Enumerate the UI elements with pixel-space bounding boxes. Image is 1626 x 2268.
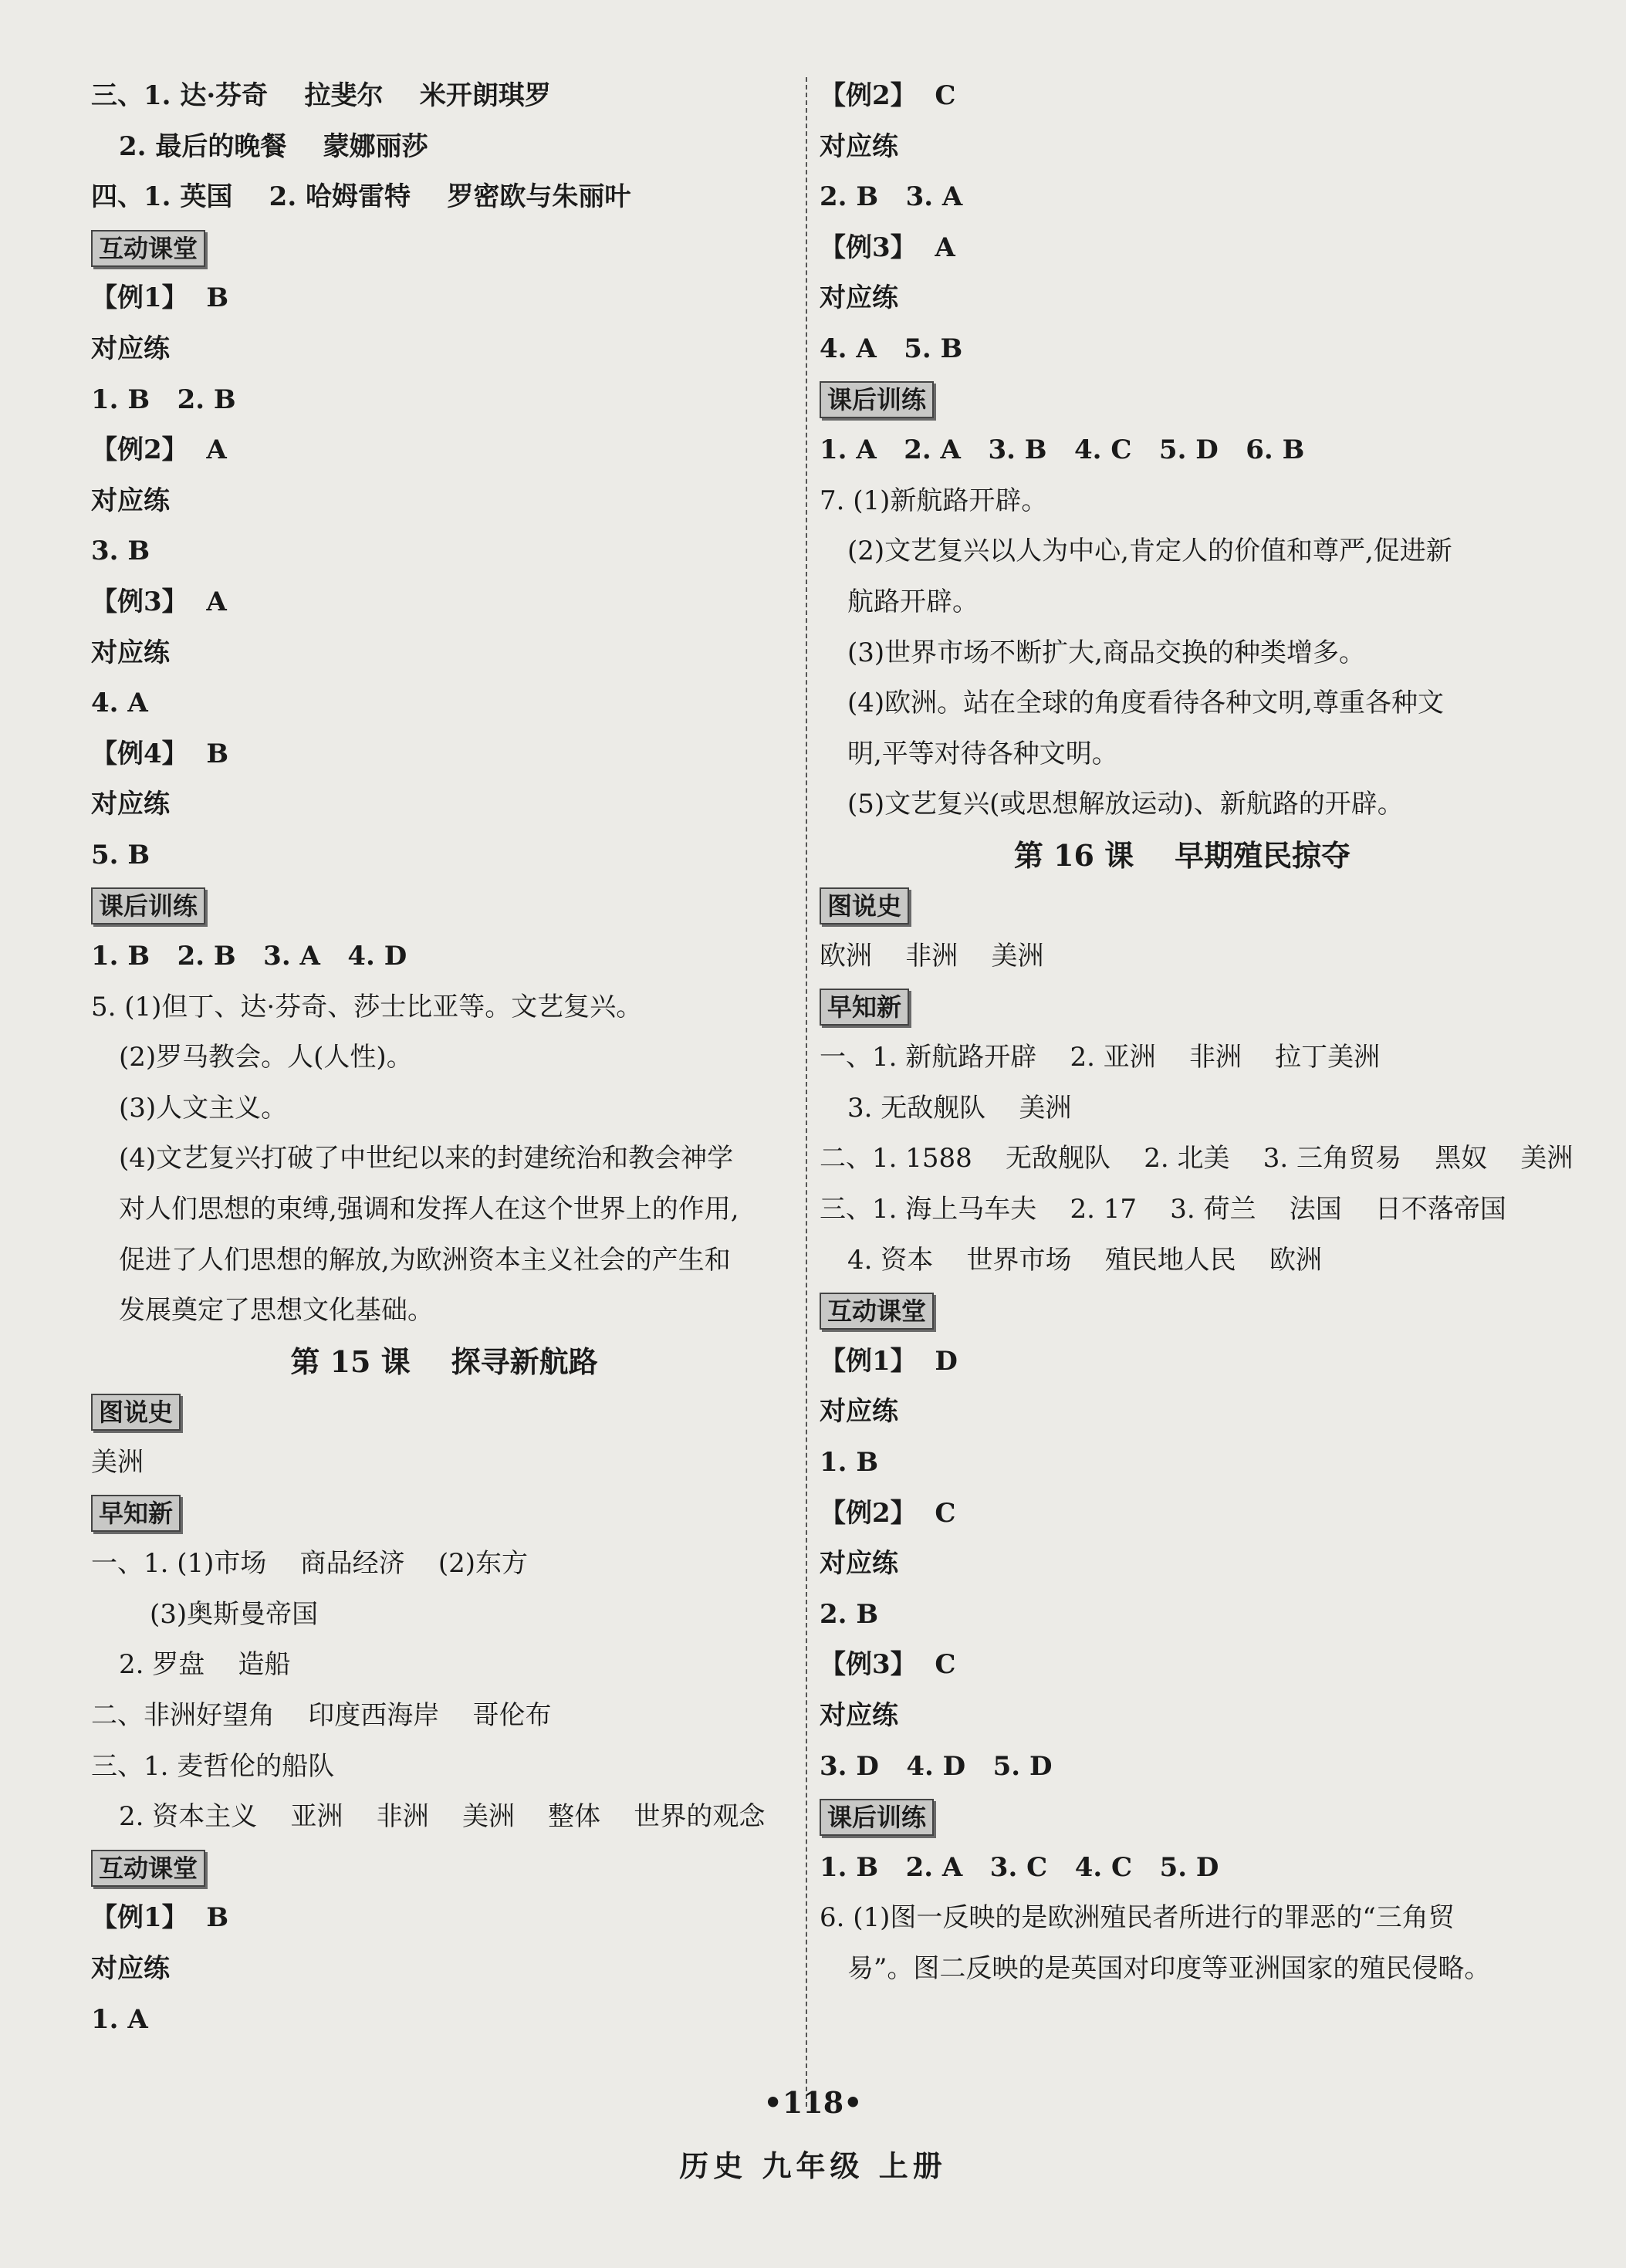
answer-line: 3. D 4. D 5. D: [820, 1750, 1053, 1782]
lesson-title: 第 15 课 探寻新航路: [290, 1344, 598, 1379]
section-tag-row: [91, 223, 797, 274]
answer-line: (3)人文主义。: [119, 1092, 288, 1124]
answer-line: 四、1. 英国 2. 哈姆雷特 罗密欧与朱丽叶: [91, 181, 631, 213]
answer-line: 对人们思想的束缚,强调和发挥人在这个世界上的作用,: [119, 1194, 739, 1225]
answer-line: 三、1. 麦哲伦的船队: [91, 1750, 335, 1782]
answer-line: 2. B 3. A: [820, 181, 963, 213]
answer-line: 促进了人们思想的解放,为欧洲资本主义社会的产生和: [119, 1244, 731, 1276]
answer-line: 对应练: [91, 789, 170, 820]
section-tag: 互动课堂: [820, 1293, 934, 1330]
answer-line: 2. B: [820, 1598, 879, 1630]
answer-line: 对应练: [820, 1548, 898, 1580]
section-tag-row: [820, 1286, 1545, 1337]
answer-line: 欧洲 非洲 美洲: [820, 941, 1044, 972]
answer-line: 4. A 5. B: [820, 333, 963, 364]
section-tag: 图说史: [91, 1394, 181, 1431]
answer-line: 4. 资本 世界市场 殖民地人民 欧洲: [847, 1244, 1322, 1276]
section-tag: 课后训练: [820, 381, 934, 418]
answer-line: 对应练: [820, 1700, 898, 1731]
answer-line: 一、1. (1)市场 商品经济 (2)东方: [91, 1548, 529, 1580]
right-column: [820, 71, 1574, 1995]
answer-line: 对应练: [91, 485, 170, 516]
answer-line: 1. B 2. B: [91, 384, 236, 415]
answer-line: 易”。图二反映的是英国对印度等亚洲国家的殖民侵略。: [847, 1952, 1491, 1984]
section-tag-row: [820, 982, 1545, 1033]
answer-line: 【例3】 C: [820, 1649, 956, 1681]
answer-line: 4. A: [91, 688, 148, 719]
answer-line: 三、1. 海上马车夫 2. 17 3. 荷兰 法国 日不落帝国: [820, 1194, 1506, 1225]
answer-line: 【例4】 B: [91, 738, 229, 769]
answer-line: 三、1. 达·芬奇 拉斐尔 米开朗琪罗: [91, 80, 551, 111]
answer-line: 【例2】 A: [91, 434, 227, 466]
section-tag-row: [91, 1489, 797, 1540]
answer-line: 【例3】 A: [820, 232, 955, 263]
answer-line: 7. (1)新航路开辟。: [820, 485, 1048, 516]
section-tag: 互动课堂: [91, 1850, 205, 1887]
column-divider: [806, 77, 807, 2107]
answer-line: 对应练: [820, 1396, 898, 1428]
section-tag: 课后训练: [91, 887, 205, 924]
answer-line: 【例1】 B: [91, 1902, 229, 1934]
answer-line: 【例2】 C: [820, 80, 956, 111]
answer-line: 对应练: [91, 333, 170, 364]
answer-line: 美洲: [91, 1447, 144, 1479]
answer-line: 对应练: [820, 282, 898, 314]
answer-line: (2)罗马教会。人(人性)。: [119, 1042, 413, 1073]
answer-line: (3)奥斯曼帝国: [150, 1598, 319, 1630]
lesson-title: 第 16 课 早期殖民掠夺: [1013, 837, 1351, 873]
section-tag: 互动课堂: [91, 230, 205, 267]
answer-line: 1. A 2. A 3. B 4. C 5. D 6. B: [820, 434, 1305, 466]
answer-line: 1. B 2. B 3. A 4. D: [91, 941, 407, 972]
answer-line: 3. B: [91, 536, 150, 567]
answer-line: 【例1】 D: [820, 1345, 958, 1377]
answer-line: 二、非洲好望角 印度西海岸 哥伦布: [91, 1700, 552, 1731]
answer-line: (3)世界市场不断扩大,商品交换的种类增多。: [847, 637, 1365, 668]
answer-line: 对应练: [91, 637, 170, 668]
answer-line: 2. 罗盘 造船: [119, 1649, 291, 1681]
answer-line: (4)文艺复兴打破了中世纪以来的封建统治和教会神学: [119, 1143, 734, 1175]
answer-line: 1. A: [91, 2003, 148, 2035]
answer-line: 5. (1)但丁、达·芬奇、莎士比亚等。文艺复兴。: [91, 991, 643, 1022]
answer-line: 2. 资本主义 亚洲 非洲 美洲 整体 世界的观念: [119, 1801, 766, 1833]
answer-line: 1. B 2. A 3. C 4. C 5. D: [820, 1851, 1219, 1883]
answer-line: 一、1. 新航路开辟 2. 亚洲 非洲 拉丁美洲: [820, 1042, 1381, 1073]
answer-line: 1. B: [820, 1447, 879, 1479]
section-tag: 早知新: [820, 989, 909, 1026]
answer-line: 航路开辟。: [847, 586, 979, 617]
answer-line: 发展奠定了思想文化基础。: [119, 1295, 434, 1327]
section-tag: 早知新: [91, 1495, 181, 1532]
book-subtitle: 历史 九年级 上册: [679, 2148, 947, 2183]
answer-line: (4)欧洲。站在全球的角度看待各种文明,尊重各种文: [847, 688, 1444, 719]
section-tag-row: [91, 881, 797, 932]
answer-line: 3. 无敌舰队 美洲: [847, 1092, 1072, 1124]
section-tag-row: [91, 1843, 797, 1894]
left-column: [91, 71, 797, 2045]
page-number: •118•: [763, 2085, 863, 2120]
section-tag: 课后训练: [820, 1799, 934, 1836]
section-tag: 图说史: [820, 887, 909, 924]
answer-line: 【例3】 A: [91, 586, 227, 617]
answer-line: 对应练: [91, 1952, 170, 1984]
section-tag-row: [91, 1387, 797, 1438]
answer-line: 2. 最后的晚餐 蒙娜丽莎: [119, 130, 428, 162]
answer-line: 6. (1)图一反映的是欧洲殖民者所进行的罪恶的“三角贸: [820, 1902, 1455, 1934]
answer-line: 对应练: [820, 130, 898, 162]
section-tag-row: [820, 1792, 1545, 1843]
answer-line: 【例1】 B: [91, 282, 229, 314]
answer-line: 5. B: [91, 839, 150, 870]
answer-line: (5)文艺复兴(或思想解放运动)、新航路的开辟。: [847, 789, 1404, 820]
answer-line: 【例2】 C: [820, 1497, 956, 1529]
answer-line: 二、1. 1588 无敌舰队 2. 北美 3. 三角贸易 黑奴 美洲: [820, 1143, 1574, 1175]
answer-line: (2)文艺复兴以人为中心,肯定人的价值和尊严,促进新: [847, 536, 1452, 567]
section-tag-row: [820, 375, 1545, 426]
answer-line: 明,平等对待各种文明。: [847, 738, 1118, 769]
section-tag-row: [820, 881, 1545, 932]
